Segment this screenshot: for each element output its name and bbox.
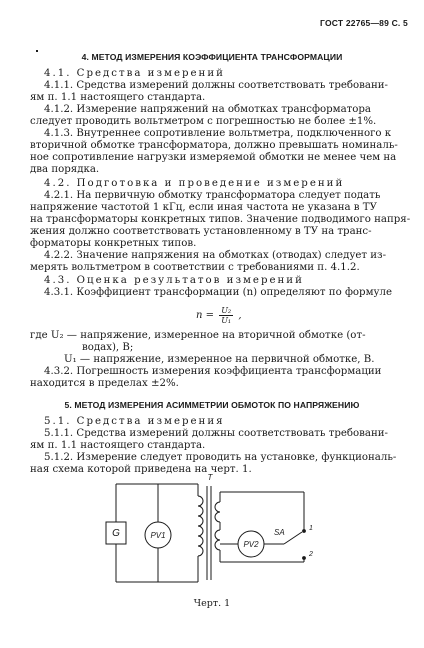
transformation-ratio-formula [196, 306, 242, 325]
page-header: ГОСТ 22765—89 С. 5 [320, 18, 408, 28]
paragraph-line: 4.1.1. Средства измерений должны соответствовать требовани- [44, 80, 388, 91]
paragraph-line: 4.2.2. Значение напряжения на обмотках (отводах) следует из- [44, 250, 387, 261]
paragraph-line: на трансформаторы конкретных типов. Значение подводимого напря- [30, 214, 411, 225]
where-line: водах), В; [82, 342, 134, 353]
paragraph-line: 4.3.2. Погрешность измерения коэффициента трансформации [44, 366, 382, 377]
clause-5-1-heading: 5.1. Средства измерения [44, 416, 225, 427]
transformer-label: T [207, 473, 213, 482]
pv1-label: PV1 [150, 531, 166, 540]
clause-4-3-heading: 4.3. Оценка результатов измерений [44, 275, 304, 286]
formula-lhs: n = [196, 310, 214, 321]
paragraph-line: 4.1.3. Внутреннее сопротивление вольтметра, подключенного к [44, 128, 392, 139]
paragraph-line: 4.3.1. Коэффициент трансформации (n) определяют по формуле [44, 287, 392, 298]
circuit-diagram [88, 468, 334, 596]
paragraph-line: мерять вольтметром в соответствии с требованиями п. 4.1.2. [30, 262, 360, 273]
formula-tail: , [238, 310, 242, 321]
paragraph-line: 5.1.1. Средства измерений должны соответствовать требовани- [44, 428, 388, 439]
section-4-title: 4. МЕТОД ИЗМЕРЕНИЯ КОЭФФИЦИЕНТА ТРАНСФОРМАЦИИ [81, 52, 343, 62]
paragraph-line: находится в пределах ±2%. [30, 378, 179, 389]
pv2-label: PV2 [243, 540, 259, 549]
section-5-title: 5. МЕТОД ИЗМЕРЕНИЯ АСИММЕТРИИ ОБМОТОК ПО НАПРЯЖЕНИЮ [64, 400, 360, 410]
paragraph-line: 5.1.2. Измерение следует проводить на установке, функциональ- [44, 452, 397, 463]
switch-label: SA [274, 528, 285, 537]
figure-caption: Черт. 1 [193, 598, 231, 609]
clause-4-2-heading: 4.2. Подготовка и проведение измерений [44, 178, 345, 189]
paragraph-line: напряжение частотой 1 кГц, если иная частота не указана в ТУ [30, 202, 377, 213]
generator-label: G [112, 528, 120, 539]
paragraph-line: ям п. 1.1 настоящего стандарта. [30, 440, 206, 451]
contact1-label: 1 [309, 525, 313, 532]
paragraph-line: ям п. 1.1 настоящего стандарта. [30, 92, 206, 103]
primary-winding-coil [198, 496, 203, 556]
secondary-winding-lower-coil [215, 530, 220, 550]
paragraph-line: 4.1.2. Измерение напряжений на обмотках трансформатора [44, 104, 372, 115]
paragraph-line: два порядка. [30, 164, 100, 175]
contact1-terminal [303, 530, 306, 533]
where-line: где U₂ — напряжение, измеренное на вторичной обмотке (от- [30, 330, 366, 341]
paragraph-line: жения должно соответствовать установленному в ТУ на транс- [30, 226, 372, 237]
paragraph-line: следует проводить вольтметром с погрешностью не более ±1%. [30, 116, 377, 127]
contact2-label: 2 [309, 551, 313, 558]
formula-fraction [219, 306, 233, 325]
formula-denominator: U₁ [221, 316, 232, 325]
paragraph-line: ная схема которой приведена на черт. 1. [30, 464, 252, 475]
paragraph-line: вторичной обмотке трансформатора, должно превышать номиналь- [30, 140, 398, 151]
paragraph-line: форматоры конкретных типов. [30, 238, 197, 249]
where-line: U₁ — напряжение, измеренное на первичной обмотке, В. [64, 354, 375, 365]
secondary-winding-upper-coil [215, 502, 220, 522]
paragraph-line: ное сопротивление нагрузки измеряемой обмотки не менее чем на [30, 152, 397, 163]
paragraph-line: 4.2.1. На первичную обмотку трансформатора следует подать [44, 190, 381, 201]
switch-blade [284, 532, 302, 544]
clause-4-1-heading: 4.1. Средства измерений [44, 68, 225, 79]
formula-numerator: U₂ [221, 306, 232, 315]
